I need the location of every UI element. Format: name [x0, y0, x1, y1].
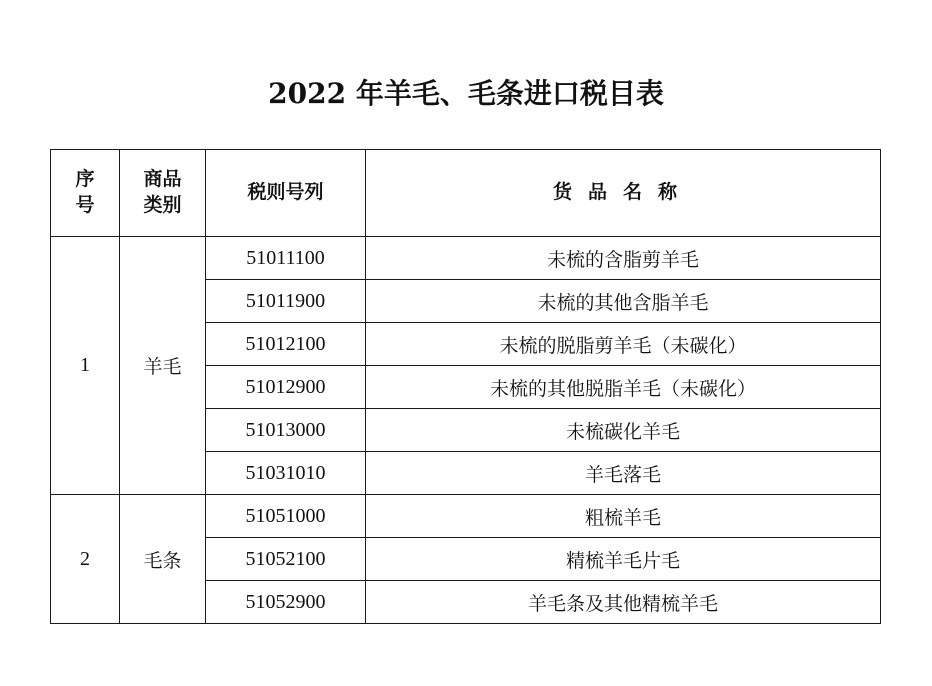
code-cell: 51011900: [206, 280, 366, 323]
header-category-line-2: 类别: [143, 194, 182, 216]
seq-cell: 1: [51, 237, 120, 495]
table-row: [51, 237, 881, 280]
header-category-line-1: 商品: [143, 168, 182, 191]
name-cell: 未梳的其他含脂羊毛: [366, 280, 881, 323]
header-seq: [51, 150, 120, 237]
name-cell: 粗梳羊毛: [366, 495, 881, 538]
code-cell: 51012900: [206, 366, 366, 409]
header-category: [120, 150, 206, 237]
category-cell: 羊毛: [120, 237, 206, 495]
tariff-table: [50, 149, 881, 624]
name-cell: 未梳的含脂剪羊毛: [366, 237, 881, 280]
name-cell: 未梳的脱脂剪羊毛（未碳化）: [366, 323, 881, 366]
code-cell: 51011100: [206, 237, 366, 280]
header-code: 税则号列: [206, 150, 366, 237]
header-name: 货品名称: [366, 150, 881, 237]
code-cell: 51052900: [206, 581, 366, 624]
table-header-row: [51, 150, 881, 237]
document-title: 2022 年羊毛、毛条进口税目表: [268, 77, 664, 110]
seq-cell: 2: [51, 495, 120, 624]
code-cell: 51012100: [206, 323, 366, 366]
name-cell: 羊毛落毛: [366, 452, 881, 495]
code-cell: 51013000: [206, 409, 366, 452]
code-cell: 51052100: [206, 538, 366, 581]
header-seq-line-2: 号: [75, 194, 95, 216]
name-cell: 羊毛条及其他精梳羊毛: [366, 581, 881, 624]
name-cell: 精梳羊毛片毛: [366, 538, 881, 581]
name-cell: 未梳的其他脱脂羊毛（未碳化）: [366, 366, 881, 409]
table-row: [51, 495, 881, 538]
header-seq-line-1: 序: [75, 168, 95, 191]
code-cell: 51051000: [206, 495, 366, 538]
code-cell: 51031010: [206, 452, 366, 495]
name-cell: 未梳碳化羊毛: [366, 409, 881, 452]
category-cell: 毛条: [120, 495, 206, 624]
